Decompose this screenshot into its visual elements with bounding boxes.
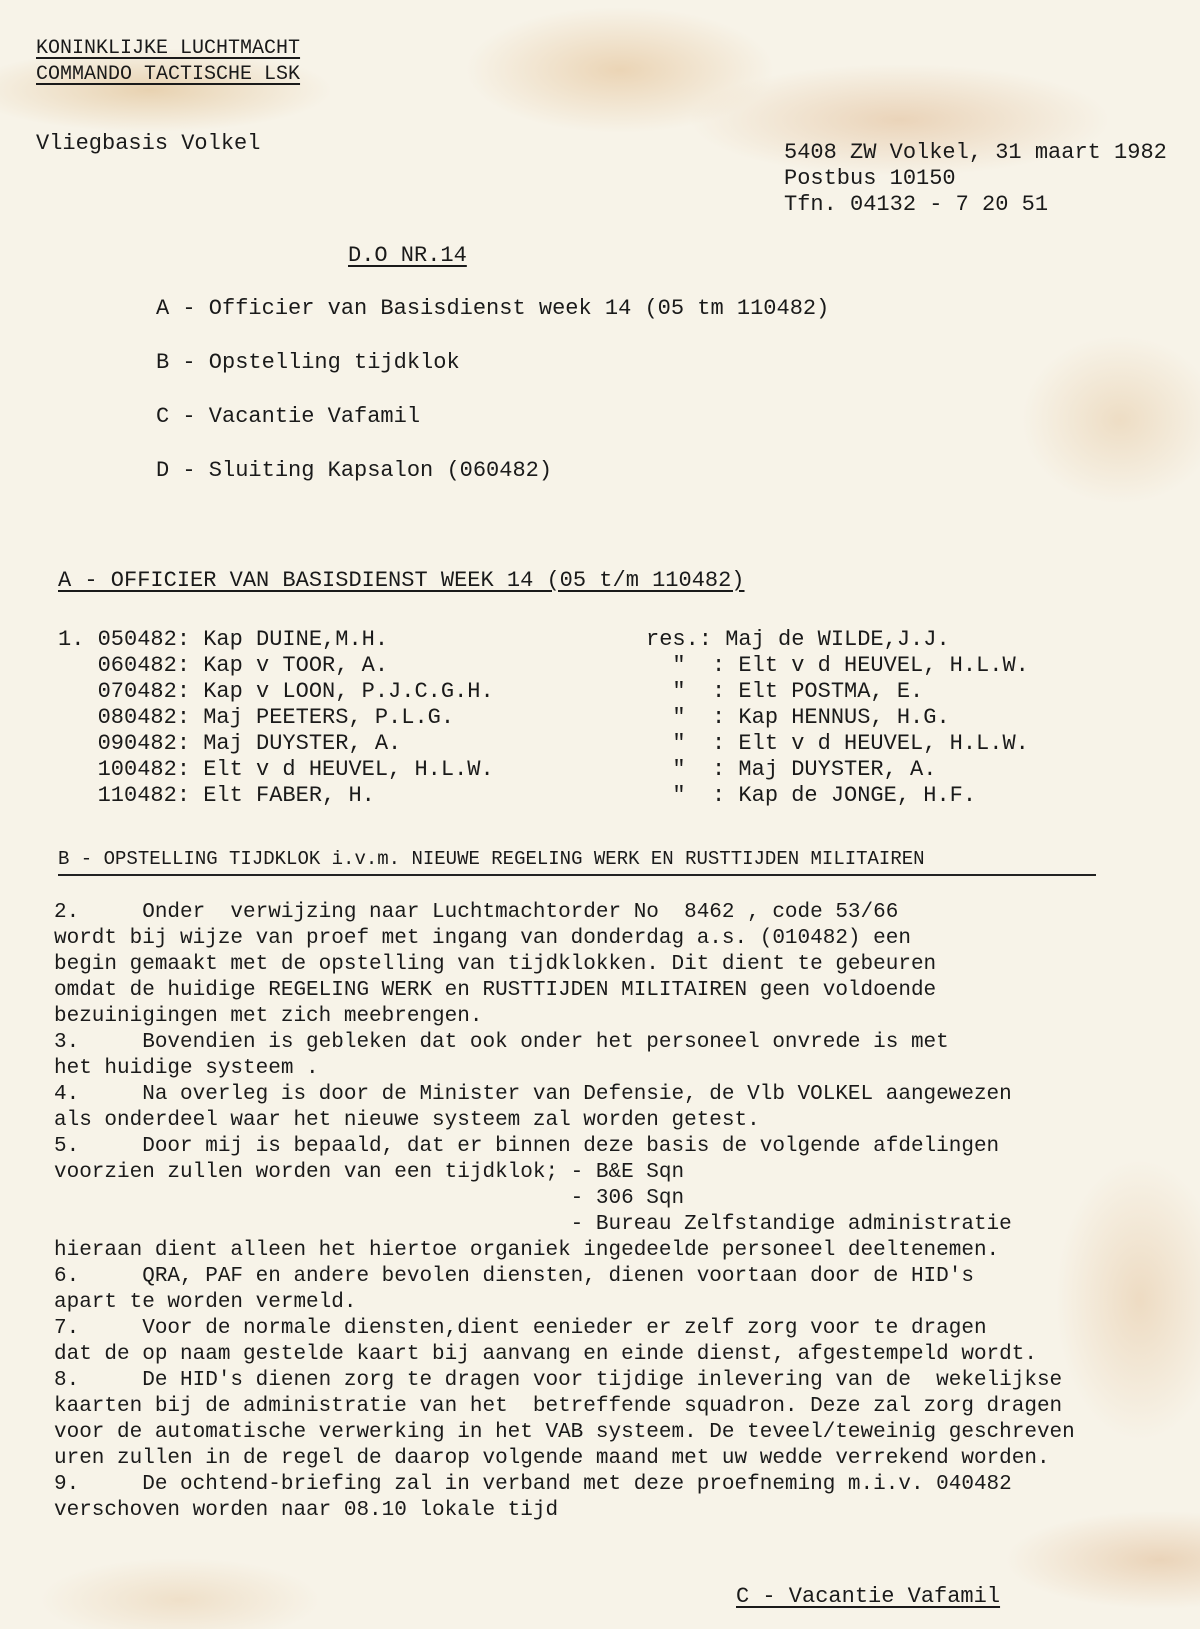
body-line: begin gemaakt met de opstelling van tijdklokken. Dit dient te gebeuren xyxy=(54,953,937,976)
reserve-row: " : Elt v d HEUVEL, H.L.W. xyxy=(646,653,1029,678)
duty-row: 100482: Elt v d HEUVEL, H.L.W. xyxy=(58,757,494,782)
reserve-row: " : Kap de JONGE, H.F. xyxy=(646,783,977,808)
contents-item-c: C - Vacantie Vafamil xyxy=(156,404,421,429)
body-line: dat de op naam gestelde kaart bij aanvang en einde dienst, afgestempeld wordt. xyxy=(54,1343,1037,1366)
base-name: Vliegbasis Volkel xyxy=(36,131,261,156)
address-line-2: Postbus 10150 xyxy=(784,166,956,191)
reserve-row: res.: Maj de WILDE,J.J. xyxy=(646,627,950,652)
body-line: verschoven worden naar 08.10 lokale tijd xyxy=(54,1499,559,1522)
section-b-underline xyxy=(58,874,1096,876)
body-line: bezuinigingen met zich meebrengen. xyxy=(54,1005,483,1028)
duty-row: 080482: Maj PEETERS, P.L.G. xyxy=(58,705,455,730)
body-line: voor de automatische verwerking in het VAB systeem. De teveel/teweinig geschreven xyxy=(54,1421,1075,1444)
contents-item-b: B - Opstelling tijdklok xyxy=(156,350,460,375)
order-title: D.O NR.14 xyxy=(348,243,467,268)
duty-row: 110482: Elt FABER, H. xyxy=(58,783,375,808)
body-line: wordt bij wijze van proef met ingang van donderdag a.s. (010482) een xyxy=(54,927,911,950)
duty-row: 070482: Kap v LOON, P.J.C.G.H. xyxy=(58,679,494,704)
body-line: 9. De ochtend-briefing zal in verband met deze proefneming m.i.v. 040482 xyxy=(54,1473,1012,1496)
body-line: als onderdeel waar het nieuwe systeem zal worden getest. xyxy=(54,1109,760,1132)
duty-row: 090482: Maj DUYSTER, A. xyxy=(58,731,402,756)
body-line: omdat de huidige REGELING WERK en RUSTTIJDEN MILITAIREN geen voldoende xyxy=(54,979,937,1002)
body-line: kaarten bij de administratie van het betreffende squadron. Deze zal zorg dragen xyxy=(54,1395,1063,1418)
body-line: het huidige systeem . xyxy=(54,1057,319,1080)
address-line-1: 5408 ZW Volkel, 31 maart 1982 xyxy=(784,140,1167,165)
section-a-heading: A - OFFICIER VAN BASISDIENST WEEK 14 (05 t/m 110482) xyxy=(58,568,745,593)
body-line: 2. Onder verwijzing naar Luchtmachtorder No 8462 , code 53/66 xyxy=(54,901,899,924)
body-line: 6. QRA, PAF en andere bevolen diensten, dienen voortaan door de HID's xyxy=(54,1265,974,1288)
body-line: apart te worden vermeld. xyxy=(54,1291,357,1314)
body-line: uren zullen in de regel de daarop volgende maand met uw wedde verrekend worden. xyxy=(54,1447,1050,1470)
org-line-2: COMMANDO TACTISCHE LSK xyxy=(36,63,301,86)
body-line: - Bureau Zelfstandige administratie xyxy=(54,1213,1012,1236)
body-line: hieraan dient alleen het hiertoe organiek ingedeelde personeel deeltenemen. xyxy=(54,1239,1000,1262)
body-line: 3. Bovendien is gebleken dat ook onder het personeel onvrede is met xyxy=(54,1031,949,1054)
body-line: 5. Door mij is bepaald, dat er binnen deze basis de volgende afdelingen xyxy=(54,1135,1000,1158)
duty-row: 1. 050482: Kap DUINE,M.H. xyxy=(58,627,389,652)
org-line-1: KONINKLIJKE LUCHTMACHT xyxy=(36,37,301,60)
reserve-row: " : Elt POSTMA, E. xyxy=(646,679,924,704)
reserve-row: " : Elt v d HEUVEL, H.L.W. xyxy=(646,731,1029,756)
body-line: 4. Na overleg is door de Minister van Defensie, de Vlb VOLKEL aangewezen xyxy=(54,1083,1012,1106)
next-section-heading: C - Vacantie Vafamil xyxy=(736,1584,1001,1609)
contents-item-a: A - Officier van Basisdienst week 14 (05 tm 110482) xyxy=(156,296,830,321)
reserve-row: " : Maj DUYSTER, A. xyxy=(646,757,937,782)
address-line-3: Tfn. 04132 - 7 20 51 xyxy=(784,192,1049,217)
body-line: 8. De HID's dienen zorg te dragen voor tijdige inlevering van de wekelijkse xyxy=(54,1369,1063,1392)
reserve-row: " : Kap HENNUS, H.G. xyxy=(646,705,950,730)
contents-item-d: D - Sluiting Kapsalon (060482) xyxy=(156,458,553,483)
body-line: voorzien zullen worden van een tijdklok; - B&E Sqn xyxy=(54,1161,685,1184)
body-line: 7. Voor de normale diensten,dient eenieder er zelf zorg voor te dragen xyxy=(54,1317,987,1340)
duty-row: 060482: Kap v TOOR, A. xyxy=(58,653,389,678)
section-b-heading: B - OPSTELLING TIJDKLOK i.v.m. NIEUWE REGELING WERK EN RUSTTIJDEN MILITAIREN xyxy=(58,848,925,870)
body-line: - 306 Sqn xyxy=(54,1187,685,1210)
